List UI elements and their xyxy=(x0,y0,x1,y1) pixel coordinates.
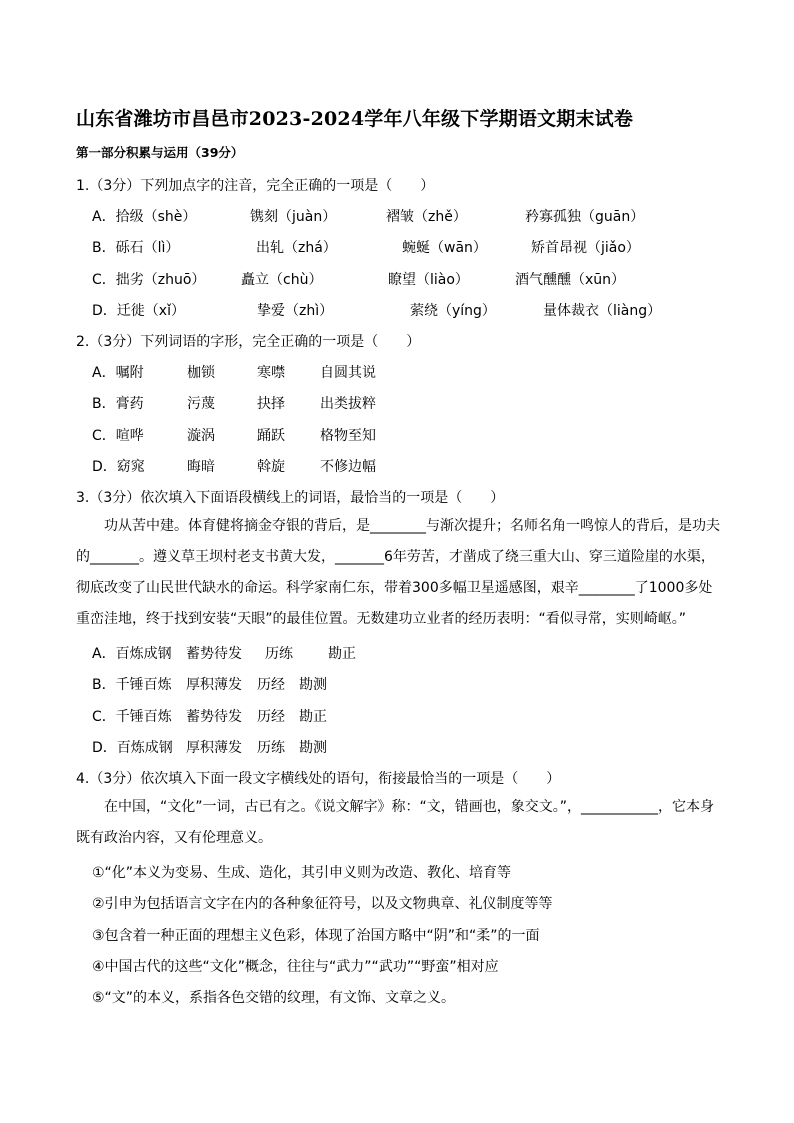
option-text: 枷锁 xyxy=(187,365,215,381)
option-text: 晦暗 xyxy=(187,459,215,475)
option-text: 蜿蜒（wān） xyxy=(402,240,487,256)
option-text: 出类拔粹 xyxy=(320,396,376,412)
section-heading: 第一部分积累与运用（39分） xyxy=(76,145,244,160)
option-text: 格物至知 xyxy=(320,428,376,444)
option-text: 勘测 xyxy=(299,740,327,756)
option-text: 历练 xyxy=(265,646,293,662)
option-text: 历经 xyxy=(257,709,285,725)
option-text: 厚积薄发 xyxy=(186,740,242,756)
option-text: 矜寡孤独（guān） xyxy=(525,209,645,225)
passage-line: 的_______。遵义草王坝村老支书黄大发，_______6年劳苦，才凿成了绕三重大山、穿三道险崖的水渠， xyxy=(76,549,715,565)
question-3-passage xyxy=(76,511,726,635)
option-text: 斡旋 xyxy=(257,459,285,475)
question-4-stem: 4.（3分）依次填入下面一段文字横线处的语句，衔接最恰当的一项是（ ） xyxy=(76,771,561,787)
option-text: 自圆其说 xyxy=(320,365,376,381)
option-text: 褶皱（zhě） xyxy=(386,209,467,225)
option-text: C．千锤百炼 xyxy=(92,709,172,725)
option-text: 抉择 xyxy=(257,396,285,412)
option-text: 历经 xyxy=(257,677,285,693)
option-text: 勘正 xyxy=(328,646,356,662)
question-4-item-3: ③包含着一种正面的理想主义色彩，体现了治国方略中“阴”和“柔”的一面 xyxy=(92,928,540,944)
option-text: 厚积薄发 xyxy=(186,677,242,693)
question-2-stem: 2.（3分）下列词语的字形，完全正确的一项是（ ） xyxy=(76,334,421,350)
passage-line: 在中国，“文化”一词，古已有之。《说文解字》称：“文，错画也，象交文。”，___________，它本身 xyxy=(76,799,715,815)
option-text: A．嘱附 xyxy=(92,365,144,381)
option-text: A．拾级（shè） xyxy=(92,209,197,225)
option-text: B．膏药 xyxy=(92,396,144,412)
option-text: 镌刻（juàn） xyxy=(250,209,337,225)
passage-line: 彻底改变了山民世代缺水的命运。科学家南仁东，带着300多幅卫星遥感图，艰辛________了1000多处 xyxy=(76,580,713,596)
option-text: D．百炼成钢 xyxy=(92,740,173,756)
option-text: 量体裁衣（liàng） xyxy=(543,303,662,319)
option-text: 瞭望（liào） xyxy=(388,272,469,288)
question-4-item-5: ⑤“文”的本义，系指各色交错的纹理，有文饰、文章之义。 xyxy=(92,990,456,1006)
option-text: 萦绕（yíng） xyxy=(410,303,496,319)
option-text: 污蔑 xyxy=(187,396,215,412)
option-text: 蓄势待发 xyxy=(186,709,242,725)
option-text: 历练 xyxy=(257,740,285,756)
option-text: B．砾石（lì） xyxy=(92,240,180,256)
question-4-item-1: ①“化”本义为变易、生成、造化，其引申义则为改造、教化、培育等 xyxy=(92,865,512,881)
option-text: 勘测 xyxy=(299,677,327,693)
option-text: 蓄势待发 xyxy=(186,646,242,662)
option-text: 出轧（zhá） xyxy=(256,240,337,256)
option-text: D．窈窕 xyxy=(92,459,145,475)
option-text: 矗立（chù） xyxy=(241,272,323,288)
question-3-stem: 3.（3分）依次填入下面语段横线上的词语，最恰当的一项是（ ） xyxy=(76,490,505,506)
option-text: 踊跃 xyxy=(257,428,285,444)
passage-line: 功从苦中建。体育健将摘金夺银的背后，是________与渐次提升；名师名角一鸣惊人的背后，是功夫 xyxy=(76,518,720,534)
question-1-stem: 1.（3分）下列加点字的注音，完全正确的一项是（ ） xyxy=(76,178,435,194)
option-text: 不修边幅 xyxy=(320,459,376,475)
question-4-item-4: ④中国古代的这些“文化”概念，往往与“武力”“武功”“野蛮”相对应 xyxy=(92,959,499,975)
option-text: 寒噤 xyxy=(257,365,285,381)
option-text: C．拙劣（zhuō） xyxy=(92,272,206,288)
option-text: B．千锤百炼 xyxy=(92,677,172,693)
option-text: 勘正 xyxy=(299,709,327,725)
question-4-passage xyxy=(76,792,726,854)
passage-line: 既有政治内容，又有伦理意义。 xyxy=(76,830,272,846)
option-text: 酒气醺醺（xūn） xyxy=(515,272,626,288)
option-text: C．喧哗 xyxy=(92,428,144,444)
option-text: A．百炼成钢 xyxy=(92,646,172,662)
question-4-item-2: ②引申为包括语言文字在内的各种象征符号，以及文物典章、礼仪制度等等 xyxy=(92,896,553,912)
option-text: D．迁徙（xǐ） xyxy=(92,303,185,319)
passage-line: 重峦洼地，终于找到安装“天眼”的最佳位置。无数建功立业者的经历表明：“看似寻常，实则崎岖。” xyxy=(76,611,687,627)
option-text: 挚爱（zhì） xyxy=(257,303,334,319)
option-text: 漩涡 xyxy=(187,428,215,444)
option-text: 矫首昂视（jiǎo） xyxy=(531,240,640,256)
exam-title: 山东省潍坊市昌邑市2023-2024学年八年级下学期语文期末试卷 xyxy=(76,108,634,130)
